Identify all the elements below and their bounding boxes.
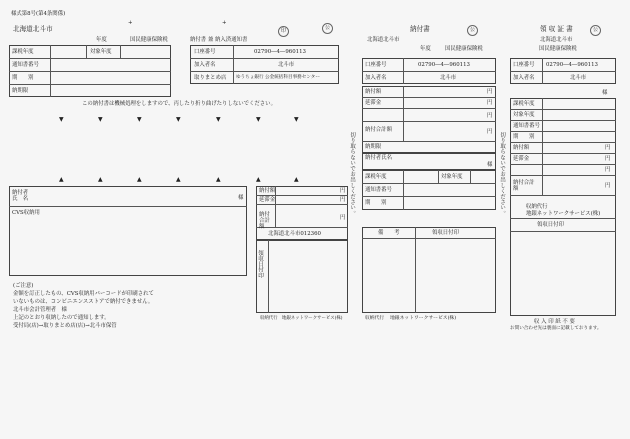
cut-marker: ▲ xyxy=(137,176,142,183)
cut-marker: ▼ xyxy=(137,116,142,123)
payer-name-label: 納付者氏名 xyxy=(365,155,392,161)
issuer-city: 北海道北斗市 xyxy=(540,37,573,43)
yen-unit: 円 xyxy=(340,197,346,203)
late-fee-label: 延滞金 xyxy=(513,156,530,162)
city-account: 北海道北斗市012360 xyxy=(268,231,321,237)
total-label: 納付合計額 xyxy=(365,127,392,133)
cut-marker: ▼ xyxy=(59,116,64,123)
yen-unit: 円 xyxy=(340,188,346,194)
yen-unit: 円 xyxy=(605,183,611,189)
payee-label: 加入者名 xyxy=(365,75,387,81)
amount-label: 納付額 xyxy=(259,188,276,194)
due-date-label: 納期限 xyxy=(12,88,29,94)
collection-date-label: 領収日付印 xyxy=(537,222,564,228)
target-year-label: 対象年度 xyxy=(441,174,463,180)
remarks-label: 備 考 xyxy=(378,230,400,236)
payee-name: 北斗市 xyxy=(570,75,587,81)
issuer-city: 北海道北斗市 xyxy=(367,37,400,43)
year-label: 年度 xyxy=(96,37,107,43)
cut-marker: ▼ xyxy=(176,116,181,123)
payee-name: 北斗市 xyxy=(278,62,295,68)
agent-company: 地銀ネットワークサービス(株) xyxy=(390,316,457,321)
agent-label: 収納代行 xyxy=(526,204,548,210)
collection-date-label: 領収日付印 xyxy=(432,230,459,236)
notice-no-label: 通知書番号 xyxy=(12,62,39,68)
seal-stamp: 印 xyxy=(278,26,289,37)
insurance-title: 国民健康保険税 xyxy=(130,37,168,43)
stamp-unnecessary: 収 入 印 紙 不 要 xyxy=(534,319,575,325)
notes-line-2: 金額を訂正したもの、CVS収納用バーコードが印刷されて xyxy=(13,291,154,297)
registration-mark: + xyxy=(128,20,133,26)
yen-unit: 円 xyxy=(340,215,346,221)
late-fee-label: 延滞金 xyxy=(259,197,276,203)
collector-bank: ゆうちょ銀行 公金統括科目事務センター xyxy=(236,75,320,80)
notes-line-6: 受付局(店)→取りまとめ店(店)→北斗市保管 xyxy=(13,323,117,329)
yen-unit: 円 xyxy=(487,89,493,95)
account-number: 02790―4―960113 xyxy=(418,62,470,68)
cut-marker: ▲ xyxy=(176,176,181,183)
cut-marker: ▼ xyxy=(216,116,221,123)
sama-label: 様 xyxy=(602,90,608,96)
tax-year-label: 課税年度 xyxy=(513,101,535,107)
issuer-city: 北海道北斗市 xyxy=(13,25,53,33)
payer-name-label: 納付者 氏 名 xyxy=(12,190,29,202)
due-date-label: 納期限 xyxy=(365,144,382,150)
official-stamp: 公 xyxy=(322,23,333,34)
cut-marker: ▼ xyxy=(294,116,299,123)
cut-marker: ▼ xyxy=(98,116,103,123)
notice-short-title: 納付書 xyxy=(410,25,430,33)
payer-box xyxy=(9,186,247,276)
barcode-label: CVS収納用 xyxy=(12,210,40,216)
tax-year-label: 課税年度 xyxy=(365,174,387,180)
notes-line-4: 北斗市会計管理者 様 xyxy=(13,307,67,313)
insurance-title: 国民健康保険税 xyxy=(445,46,483,52)
amount-label: 納付額 xyxy=(365,89,382,95)
payee-label: 加入者名 xyxy=(513,75,535,81)
machine-notice: この納付書は機械処理をしますので、丙したり折り曲げたりしないでください。 xyxy=(82,101,276,107)
insurance-title: 国民健康保険税 xyxy=(539,46,577,52)
account-no-label: 口座番号 xyxy=(365,62,387,68)
late-fee-label: 延滞金 xyxy=(365,100,382,106)
total-label: 納付合計額 xyxy=(259,212,270,230)
collector-label: 取りまとめ店 xyxy=(194,75,227,81)
yen-unit: 円 xyxy=(605,167,611,173)
form-number: 様式第8号(第4条関係) xyxy=(11,11,66,17)
period-label: 期 別 xyxy=(513,134,535,140)
notice-no-label: 通知書番号 xyxy=(513,123,540,129)
official-stamp: 公 xyxy=(590,25,601,36)
year-label: 年度 xyxy=(420,46,431,52)
payee-name: 北斗市 xyxy=(440,75,457,81)
account-number: 02790―4―960113 xyxy=(254,49,306,55)
cut-marker: ▲ xyxy=(294,176,299,183)
period-label: 期 別 xyxy=(12,75,34,81)
cut-marker: ▲ xyxy=(256,176,261,183)
account-no-label: 口座番号 xyxy=(194,49,216,55)
collection-stamp-box xyxy=(256,240,348,313)
official-stamp: 公 xyxy=(467,25,478,36)
cut-notice: 切り取らないでお出しください。 xyxy=(499,132,505,216)
agent-label: 収納代行 xyxy=(365,316,385,321)
total-label: 納付合計額 xyxy=(513,180,535,192)
account-number: 02790―4―960113 xyxy=(546,62,598,68)
receipt-title: 領 収 証 書 xyxy=(540,25,573,33)
cut-marker: ▲ xyxy=(216,176,221,183)
cut-notice: 切り取らないでお出しください。 xyxy=(349,132,355,216)
yen-unit: 円 xyxy=(487,100,493,106)
agent-small: 収納代行 地銀ネットワークサービス(株) xyxy=(260,316,343,321)
cut-marker: ▲ xyxy=(59,176,64,183)
yen-unit: 円 xyxy=(487,129,493,135)
sama-label: 様 xyxy=(487,162,493,168)
notes-line-3: いないものは、コンビニエンスストアで納付できません。 xyxy=(13,299,154,305)
notice-no-label: 通知書番号 xyxy=(365,187,392,193)
yen-unit: 円 xyxy=(605,156,611,162)
tax-year-label: 課税年度 xyxy=(12,49,34,55)
amount-label: 納付額 xyxy=(513,145,530,151)
collection-stamp-label: 領収日付印 xyxy=(257,250,263,278)
sama-label: 様 xyxy=(238,195,244,201)
notes-line-1: (ご注意) xyxy=(13,283,34,289)
remarks-box xyxy=(362,227,496,313)
notes-line-5: 上記のとおり収納したので通知します。 xyxy=(13,315,110,321)
payee-label: 加入者名 xyxy=(194,62,216,68)
target-year-label: 対象年度 xyxy=(513,112,535,118)
cut-marker: ▲ xyxy=(98,176,103,183)
cut-marker: ▼ xyxy=(256,116,261,123)
receipt-footer: お問い合わせ先は裏面に記載しております。 xyxy=(510,326,602,331)
yen-unit: 円 xyxy=(487,113,493,119)
notice-title: 納付書 兼 納入済通知書 xyxy=(190,37,248,43)
target-year-label: 対象年度 xyxy=(90,49,112,55)
account-no-label: 口座番号 xyxy=(513,62,535,68)
period-label: 期 別 xyxy=(365,200,387,206)
yen-unit: 円 xyxy=(605,145,611,151)
registration-mark: + xyxy=(222,20,227,26)
agent-company: 地銀ネットワークサービス(株) xyxy=(526,211,601,217)
